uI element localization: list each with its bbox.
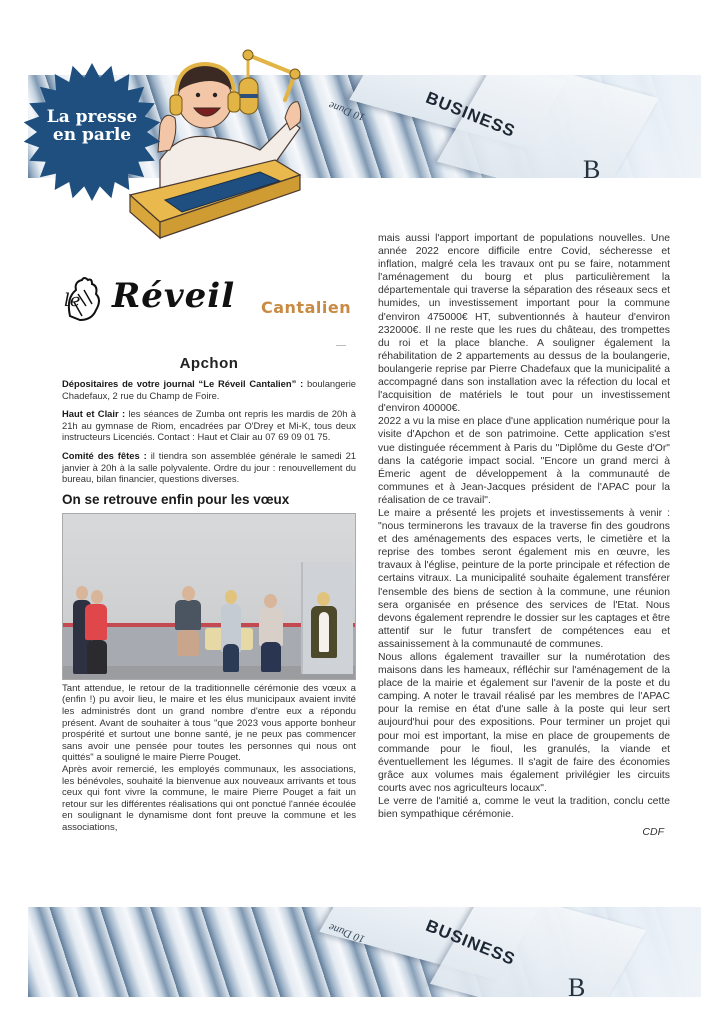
city-title: Apchon <box>179 355 239 372</box>
banner-small-text: 10 Dune <box>327 920 367 946</box>
right-paragraph: mais aussi l'apport important de populations nouvelles. Une année 2022 encore difficile entre Covid, sécheresse et inflation, malgré cela les travaux ont pu se faire, notamment l'aménagement du bourg et plus particulièrement la départementale qui traverse la séparation des réseaux secs et humides, un investissement important pour la commune d'environ 475000€ HT, subventionnés à hauteur d'environ 232000€. Il ne reste que les rues du château, des trompettes du roi et la place blanche. A souligner également la réhabilitation de 2 appartements au dessus de la boulangerie, boulangerie reprise par Pierre Chadefaux que la municipalité a accompagné dans son installation avec la réfection du local et l'acquisition de matériels le tout pour un investissement d'environ 40000€. <box>378 233 670 415</box>
banner-business-word: BUSINESS <box>423 915 519 970</box>
brief-text: les séances de Zumba ont repris les mardis de 20h à 21h au gymnase de Riom, encadrées par O'Drey et Mi-K, tous deux instructeurs Licenciés. Contact : Haut et Clair au 07 69 09 01 75. <box>62 408 356 443</box>
banner-letter: B <box>568 973 586 997</box>
section-title: On se retrouve enfin pour les vœux <box>62 491 290 507</box>
left-paragraph: Tant attendue, le retour de la traditionnelle cérémonie des vœux a (enfin !) pu avoir lieu, le maire et les élus municipaux avaient invité les administrés dont un grand nombre d'entre eux a répondu présent. Avant de souhaiter à tous "que 2023 vous apporte bonheur prospérité et surtout une bonne santé, je ne peux pas commencer sans avoir une pensée pour toutes les personnes qui nous ont quittés" a souligné le maire Pierre Pouget. <box>62 682 356 764</box>
article-left-column <box>62 355 356 833</box>
badge-line-1: La presse <box>46 107 138 127</box>
right-paragraph: Le verre de l'amitié a, comme le veut la tradition, conclu cette bien sympathique cérémonie. <box>378 796 670 821</box>
brief-haut-et-clair <box>62 408 356 443</box>
badge-title <box>22 108 162 144</box>
banner-business-word: BUSINESS <box>423 87 519 142</box>
banner-letter: B <box>583 155 601 178</box>
newspaper-logo <box>62 276 357 326</box>
brief-label: Comité des fêtes : <box>62 449 147 461</box>
banner-small-text: 10 Dune <box>327 98 367 124</box>
brief-comite-des-fetes <box>62 450 356 485</box>
logo-cantalien: Cantalien <box>261 298 352 317</box>
brief-depositaires <box>62 378 356 401</box>
logo-reveil: Réveil <box>112 276 236 316</box>
brief-label: Dépositaires de votre journal “Le Réveil Cantalien” : <box>62 378 304 389</box>
right-paragraph: 2022 a vu la mise en place d'une application numérique pour la visite d'Apchon et de son patrimoine. Cette application s'est vue distinguée récemment à Paris du "Diplôme du Geste d'Or" dans la catégorie impact social. "Encore un grand merci à Émeric agent de développement à la communauté de communes et à Jean-Jacques président de l'APAC pour la réalisation de ce travail". <box>378 416 670 506</box>
badge-line-2: en parle <box>52 125 132 145</box>
logo-le: le <box>64 290 81 311</box>
ceremony-photo <box>62 513 356 680</box>
footer-newspaper-banner <box>28 907 701 997</box>
brief-text: boulangerie Chadefaux, 2 rue du Champ de Foire. <box>62 378 356 401</box>
brief-text: il tiendra son assemblée générale le samedi 21 janvier à 20h à la salle polyvalente. Ordre du jour : renouvellement du bureau, bilan financier, questions diverses. <box>62 449 357 485</box>
divider <box>336 345 346 346</box>
left-paragraph: Après avoir remercié, les employés communaux, les associations, les bénévoles, souhaité la bienvenue aux nouveaux arrivants et tous ceux qui font vivre la commune, le maire Pierre Pouget a fait un retour sur les différentes réalisations qui ont ponctué l'année écoulée en soulignant le dynamisme dont font preuve la commune et les associations, <box>62 763 356 833</box>
article-right-column <box>378 232 670 838</box>
right-paragraph: Le maire a présenté les projets et investissements à venir : "nous terminerons les travaux de la traverse fin des goudrons et des aménagements des espaces verts, le cimetière et la reprise des tombes seront également mis en œuvre, les travaux à l'église, peinture de la porte principale et réfection de certains vitraux. La municipalité souhaite également transférer l'ensemble des biens de section à la commune, une réunion sera organisée en présence des services de l'Etat. Nous devons également reprendre le dossier sur les captages et être attentif sur le futur transfert de compétences eau et assainissement à la communauté de communes. <box>378 507 670 650</box>
brief-label: Haut et Clair : <box>62 408 126 420</box>
right-paragraph: Nous allons également travailler sur la numérotation des maisons dans les hameaux, réfléchir sur l'aménagement de la place de la mairie et également sur l'avenir de la poste et du camping. A noter le travail réalisé par les membres de l'APAC pour la remise en état d'une salle à la poste qui leur sert aujourd'hui pour des expositions. Pour terminer un projet qui pour moi est important, la mise en place de groupements de commande pour le fioul, les granulés, la viande et éventuellement les légumes. Il s'agit de faire des économies grâce aux volumes mais également privilégier les circuits courts avec nos agriculteurs locaux". <box>378 652 670 794</box>
author-signature: CDF <box>642 826 664 839</box>
